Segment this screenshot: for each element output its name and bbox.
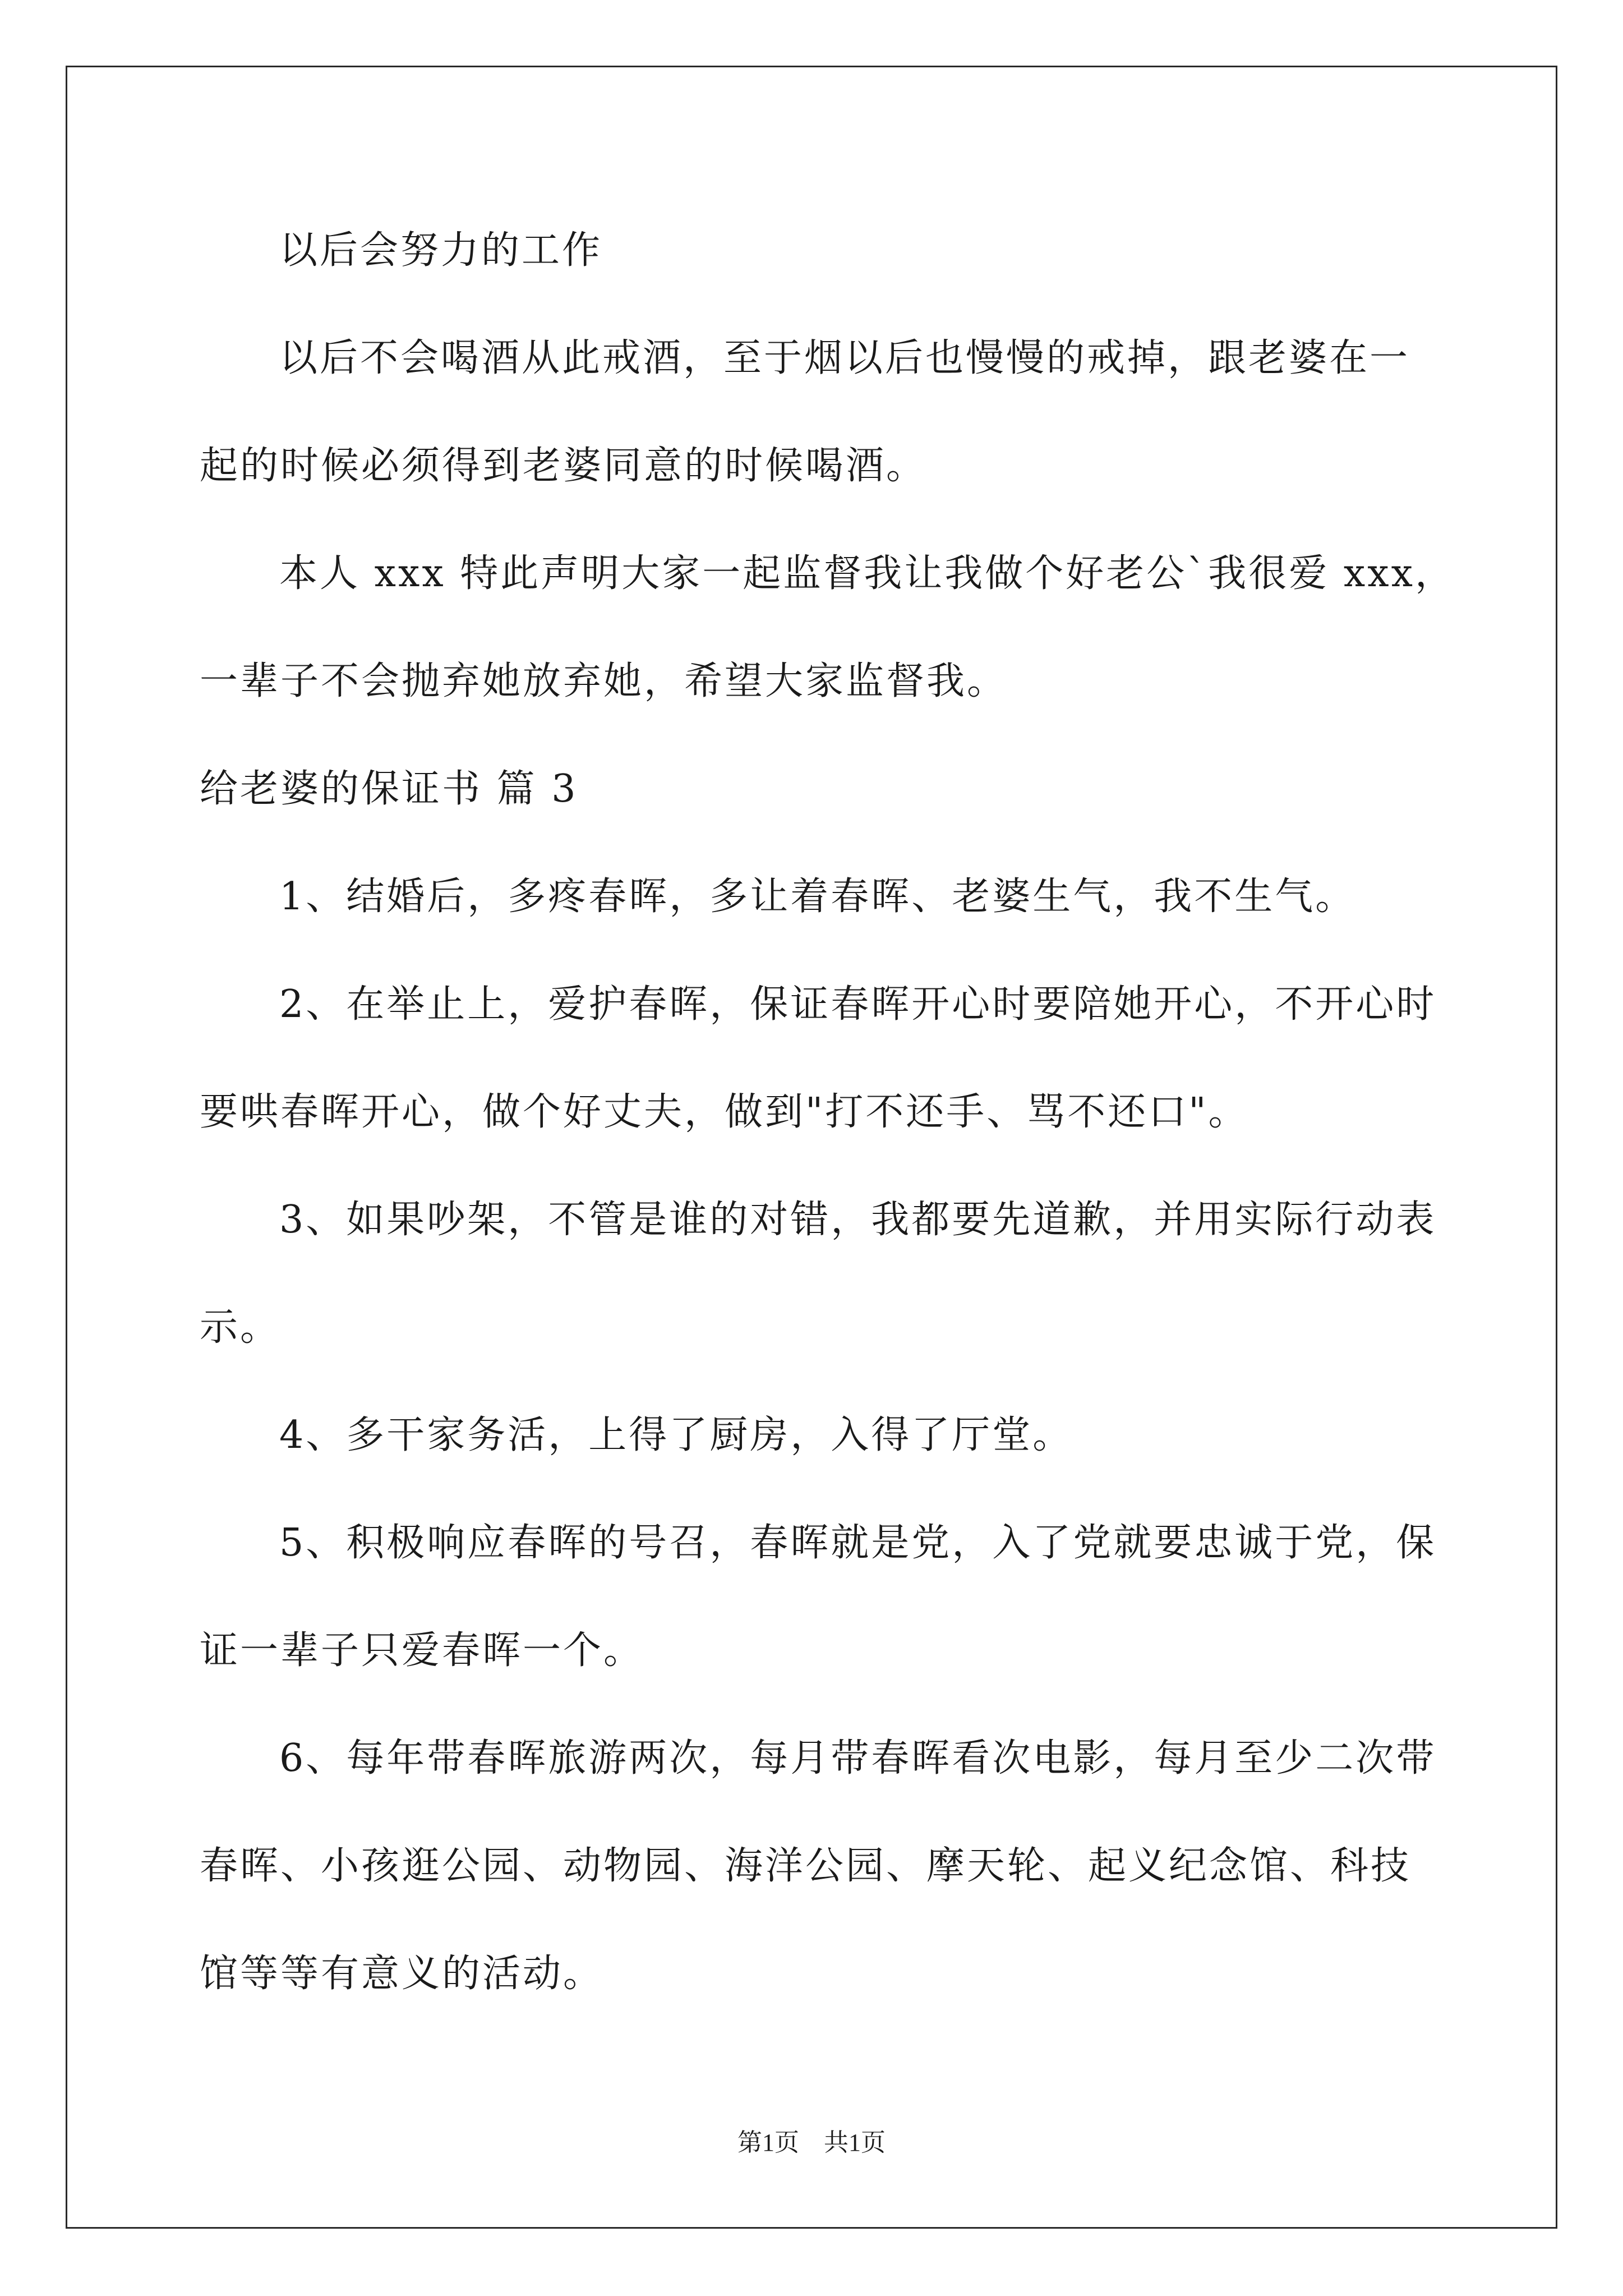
paragraph-line: 春晖、小孩逛公园、动物园、海洋公园、摩天轮、起义纪念馆、科技	[200, 1844, 1412, 1888]
paragraph-line: 4、多干家务活，上得了厨房，入得了厅堂。	[279, 1413, 1073, 1457]
paragraph-line: 1、结婚后，多疼春晖，多让着春晖、老婆生气，我不生气。	[279, 875, 1356, 919]
paragraph-line: 3、如果吵架，不管是谁的对错，我都要先道歉，并用实际行动表	[279, 1198, 1437, 1242]
section-heading: 给老婆的保证书 篇 3	[200, 767, 578, 811]
paragraph-line: 馆等等有意义的活动。	[200, 1952, 604, 1996]
page-number-footer: 第1页 共1页	[737, 2129, 886, 2156]
paragraph-line: 以后不会喝酒从此戒酒，至于烟以后也慢慢的戒掉，跟老婆在一	[279, 336, 1410, 380]
paragraph-line: 以后会努力的工作	[279, 228, 603, 273]
paragraph-line: 2、在举止上，爱护春晖，保证春晖开心时要陪她开心，不开心时	[279, 982, 1437, 1027]
paragraph-line: 5、积极响应春晖的号召，春晖就是党，入了党就要忠诚于党，保	[279, 1521, 1437, 1565]
paragraph-line: 证一辈子只爱春晖一个。	[200, 1628, 644, 1673]
paragraph-line: 示。	[200, 1305, 281, 1350]
paragraph-line: 本人 xxx 特此声明大家一起监督我让我做个好老公`我很爱 xxx，	[279, 551, 1455, 596]
paragraph-line: 6、每年带春晖旅游两次，每月带春晖看次电影，每月至少二次带	[279, 1736, 1437, 1780]
paragraph-line: 起的时候必须得到老婆同意的时候喝酒。	[200, 444, 927, 488]
paragraph-line: 一辈子不会抛弃她放弃她，希望大家监督我。	[200, 659, 1008, 703]
page-border	[66, 66, 1557, 2229]
paragraph-line: 要哄春晖开心，做个好丈夫，做到"打不还手、骂不还口"。	[200, 1090, 1249, 1134]
